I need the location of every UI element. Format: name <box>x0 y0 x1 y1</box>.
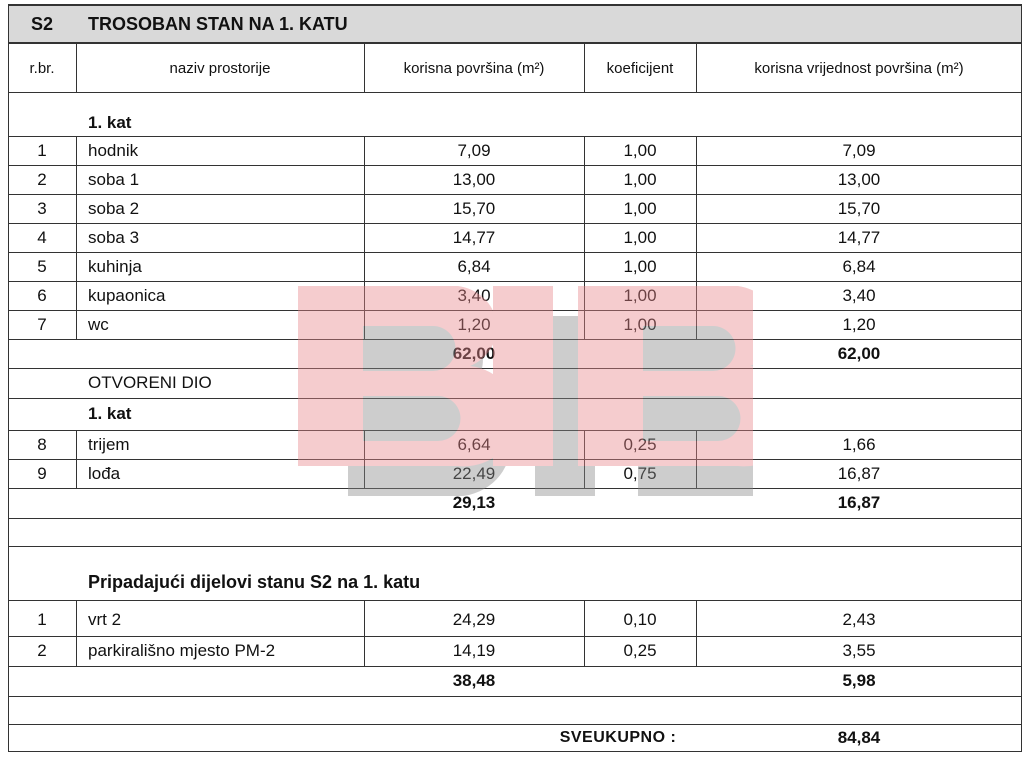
row-area: 3,40 <box>457 285 491 305</box>
row-name: kuhinja <box>88 256 142 276</box>
grid-line <box>8 696 1022 697</box>
section3-subtotal-row <box>8 666 1022 696</box>
row-area: 15,70 <box>452 198 496 218</box>
row-value: 3,40 <box>842 285 876 305</box>
table-title-row <box>8 4 1022 44</box>
table-row <box>8 194 1022 223</box>
col-header-num: r.br. <box>29 59 55 77</box>
section3-subtotal-area: 38,48 <box>452 671 496 690</box>
grid-line <box>696 430 697 488</box>
row-coef: 1,00 <box>623 169 657 189</box>
grid-line <box>8 600 1022 601</box>
grid-line <box>76 136 77 339</box>
grid-line <box>76 430 77 488</box>
row-name: wc <box>88 314 109 334</box>
row-value: 1,20 <box>842 314 876 334</box>
grid-line <box>584 600 585 666</box>
row-name: parkirališno mjesto PM-2 <box>88 641 276 660</box>
row-num: 2 <box>37 169 47 189</box>
grid-line <box>696 600 697 666</box>
grand-total-row <box>8 724 1022 752</box>
row-area: 14,19 <box>452 641 496 660</box>
grid-line <box>8 368 1022 369</box>
apartment-title: TROSOBAN STAN NA 1. KATU <box>88 13 348 34</box>
section1-subtotal-value: 62,00 <box>837 343 881 363</box>
section2-floor-row <box>8 400 1022 428</box>
row-value: 1,66 <box>842 434 876 454</box>
grid-line <box>76 44 77 92</box>
section3-label: Pripadajući dijelovi stanu S2 na 1. katu <box>88 571 421 592</box>
row-coef: 1,00 <box>623 256 657 276</box>
row-coef: 1,00 <box>623 314 657 334</box>
grid-line <box>584 136 585 339</box>
section1-subtotal-row <box>8 339 1022 368</box>
grid-line <box>364 136 365 339</box>
grand-total-label: SVEUKUPNO : <box>559 729 677 746</box>
grid-line <box>8 136 1022 137</box>
grid-line <box>8 223 1022 224</box>
row-coef: 0,75 <box>623 463 657 483</box>
row-num: 3 <box>37 198 47 218</box>
grid-line <box>696 136 697 339</box>
section1-subtotal-area: 62,00 <box>452 343 496 363</box>
table-row <box>8 604 1022 636</box>
row-num: 4 <box>37 227 47 247</box>
row-value: 3,55 <box>842 641 876 660</box>
col-header-coef: koeficijent <box>606 59 674 77</box>
grid-line <box>696 44 697 92</box>
grid-line <box>8 310 1022 311</box>
grid-line <box>8 398 1022 399</box>
table-row <box>8 252 1022 281</box>
row-num: 8 <box>37 434 47 454</box>
row-area: 6,84 <box>457 256 491 276</box>
grid-line <box>8 165 1022 166</box>
grid-line <box>364 44 365 92</box>
grid-line <box>8 724 1022 725</box>
row-coef: 0,25 <box>623 434 657 454</box>
grid-line <box>8 488 1022 489</box>
table-row <box>8 310 1022 339</box>
grid-line <box>76 600 77 666</box>
section2-subtotal-area: 29,13 <box>452 493 496 512</box>
grid-line <box>584 430 585 488</box>
table-row <box>8 165 1022 194</box>
row-area: 24,29 <box>452 610 496 629</box>
row-name: trijem <box>88 434 130 454</box>
section1-floor-row <box>8 110 1022 136</box>
grid-line <box>8 281 1022 282</box>
grid-line <box>8 430 1022 431</box>
row-num: 6 <box>37 285 47 305</box>
row-coef: 1,00 <box>623 140 657 160</box>
table-row <box>8 636 1022 666</box>
row-coef: 1,00 <box>623 285 657 305</box>
col-header-name: naziv prostorije <box>169 59 271 77</box>
grid-line <box>8 459 1022 460</box>
section2-label-row <box>8 368 1022 398</box>
grid-line <box>8 194 1022 195</box>
area-table <box>8 4 1022 752</box>
row-area: 13,00 <box>452 169 496 189</box>
row-coef: 0,10 <box>623 610 657 629</box>
row-name: soba 3 <box>88 227 140 247</box>
row-name: soba 2 <box>88 198 140 218</box>
grid-line <box>8 546 1022 547</box>
grid-line <box>584 44 585 92</box>
section2-floor-label: 1. kat <box>88 404 132 423</box>
row-area: 1,20 <box>457 314 491 334</box>
section3-subtotal-value: 5,98 <box>842 671 876 690</box>
row-name: lođa <box>88 463 121 483</box>
grid-line <box>8 636 1022 637</box>
row-coef: 0,25 <box>623 641 657 660</box>
section2-label: OTVORENI DIO <box>88 373 212 392</box>
row-area: 22,49 <box>452 463 496 483</box>
table-row <box>8 223 1022 252</box>
apartment-code: S2 <box>30 13 54 34</box>
grand-total-value: 84,84 <box>837 728 881 747</box>
section3-label-row <box>8 566 1022 598</box>
grid-line <box>364 430 365 488</box>
row-name: vrt 2 <box>88 610 122 629</box>
table-row <box>8 136 1022 165</box>
grid-line <box>8 252 1022 253</box>
section2-subtotal-row <box>8 488 1022 518</box>
column-header-row <box>8 44 1022 92</box>
col-header-area: korisna površina (m²) <box>403 59 545 77</box>
row-num: 5 <box>37 256 47 276</box>
table-row <box>8 459 1022 488</box>
row-name: kupaonica <box>88 285 166 305</box>
row-value: 2,43 <box>842 610 876 629</box>
grid-line <box>8 92 1022 93</box>
table-row <box>8 430 1022 459</box>
row-value: 6,84 <box>842 256 876 276</box>
row-num: 7 <box>37 314 47 334</box>
row-area: 14,77 <box>452 227 496 247</box>
section2-subtotal-value: 16,87 <box>837 493 881 512</box>
table-row <box>8 281 1022 310</box>
row-value: 14,77 <box>837 227 881 247</box>
row-num: 1 <box>37 610 47 629</box>
row-coef: 1,00 <box>623 198 657 218</box>
row-value: 16,87 <box>837 463 881 483</box>
row-num: 1 <box>37 140 47 160</box>
row-value: 13,00 <box>837 169 881 189</box>
grid-line <box>8 518 1022 519</box>
row-num: 2 <box>37 641 47 660</box>
row-name: hodnik <box>88 140 139 160</box>
row-coef: 1,00 <box>623 227 657 247</box>
row-value: 7,09 <box>842 140 876 160</box>
row-value: 15,70 <box>837 198 881 218</box>
grid-line <box>8 339 1022 340</box>
row-num: 9 <box>37 463 47 483</box>
row-area: 7,09 <box>457 140 491 160</box>
grid-line <box>364 600 365 666</box>
row-area: 6,64 <box>457 434 491 454</box>
row-name: soba 1 <box>88 169 140 189</box>
section1-floor-label: 1. kat <box>88 113 132 132</box>
grid-line <box>8 666 1022 667</box>
col-header-value: korisna vrijednost površina (m²) <box>754 59 964 77</box>
